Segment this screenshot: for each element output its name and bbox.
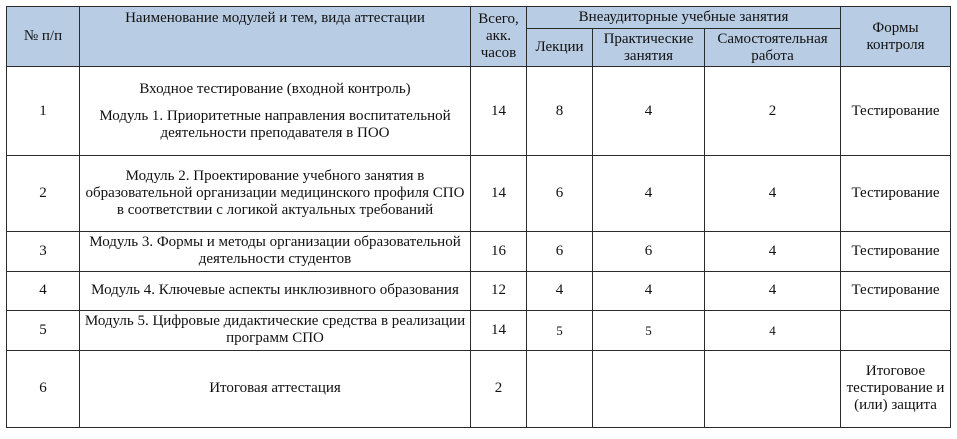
- row-num: 6: [7, 350, 80, 427]
- table-row: [7, 67, 951, 156]
- row-practice: 4: [593, 67, 705, 156]
- row-total: 16: [471, 232, 527, 271]
- row-total: 12: [471, 271, 527, 310]
- row-total: 14: [471, 156, 527, 232]
- row-name: Модуль 4. Ключевые аспекты инклюзивного образования: [80, 271, 471, 310]
- row-total: 14: [471, 310, 527, 350]
- table-row: [7, 156, 951, 232]
- table-header: [7, 7, 951, 67]
- row-selfwork: 4: [705, 271, 841, 310]
- curriculum-table: [6, 6, 951, 428]
- header-lectures: Лекции: [527, 29, 593, 67]
- row-form: Тестирование: [841, 156, 951, 232]
- row-name: Модуль 2. Проектирование учебного занятия в образовательной организации медицинского профиля СПО в соответствии с логикой актуальных требований: [80, 156, 471, 232]
- row-lectures: [527, 350, 593, 427]
- row-num: 5: [7, 310, 80, 350]
- row-name: Модуль 5. Цифровые дидактические средства в реализации программ СПО: [80, 310, 471, 350]
- header-num: № п/п: [7, 7, 80, 67]
- row-practice: [593, 350, 705, 427]
- table-row: [7, 350, 951, 427]
- header-selfwork: Самостоятельная работа: [705, 29, 841, 67]
- header-name: Наименование модулей и тем, вида аттестации: [80, 7, 471, 67]
- row-lectures: 4: [527, 271, 593, 310]
- row-lectures: 8: [527, 67, 593, 156]
- row-num: 4: [7, 271, 80, 310]
- row-selfwork: 4: [705, 232, 841, 271]
- row-title: Модуль 1. Приоритетные направления воспитательной деятельности преподавателя в ПОО: [99, 107, 451, 141]
- row-selfwork: [705, 350, 841, 427]
- table-row: [7, 271, 951, 310]
- row-practice: 5: [593, 310, 705, 350]
- row-practice: 4: [593, 156, 705, 232]
- row-selfwork: 4: [705, 156, 841, 232]
- row-name: Модуль 3. Формы и методы организации образовательной деятельности студентов: [80, 232, 471, 271]
- row-pre: Входное тестирование (входной контроль): [139, 80, 411, 97]
- row-selfwork: 4: [705, 310, 841, 350]
- row-practice: 4: [593, 271, 705, 310]
- header-total: Всего, акк. часов: [471, 7, 527, 67]
- row-lectures: 6: [527, 156, 593, 232]
- row-practice: 6: [593, 232, 705, 271]
- row-form: Тестирование: [841, 271, 951, 310]
- row-form: [841, 310, 951, 350]
- row-name: [80, 67, 471, 156]
- row-num: 3: [7, 232, 80, 271]
- row-total: 14: [471, 67, 527, 156]
- row-form: Тестирование: [841, 67, 951, 156]
- row-selfwork: 2: [705, 67, 841, 156]
- row-form: Тестирование: [841, 232, 951, 271]
- header-forms: Формы контроля: [841, 7, 951, 67]
- row-total: 2: [471, 350, 527, 427]
- row-num: 1: [7, 67, 80, 156]
- header-practice: Практические занятия: [593, 29, 705, 67]
- row-num: 2: [7, 156, 80, 232]
- row-name: Итоговая аттестация: [80, 350, 471, 427]
- header-group: Внеаудиторные учебные занятия: [527, 7, 841, 29]
- table-row: [7, 310, 951, 350]
- row-lectures: 6: [527, 232, 593, 271]
- row-form: Итоговое тестирование и (или) защита: [841, 350, 951, 427]
- table-row: [7, 232, 951, 271]
- row-lectures: 5: [527, 310, 593, 350]
